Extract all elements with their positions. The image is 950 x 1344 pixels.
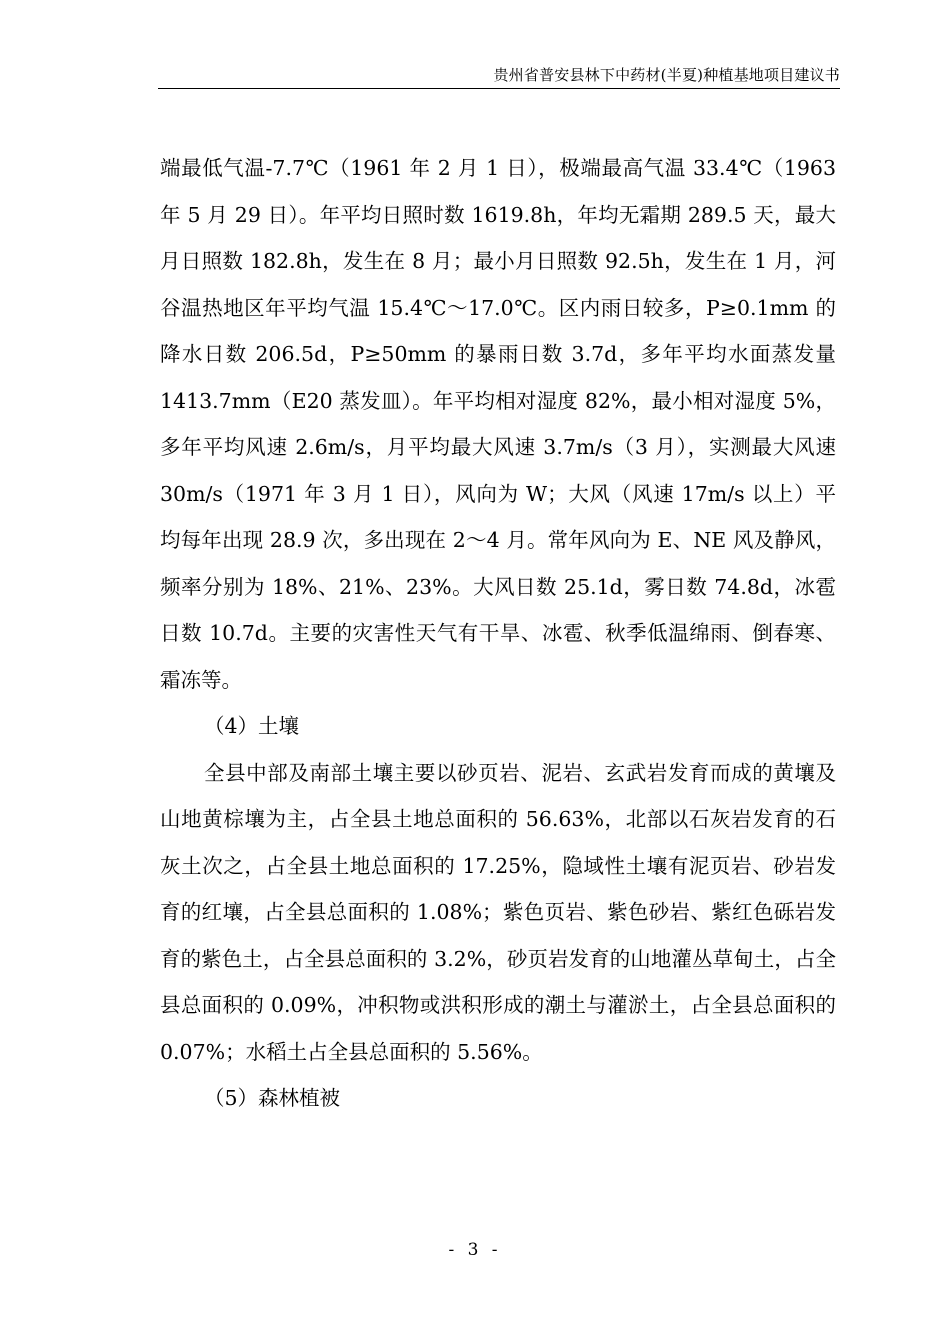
document-body [160,145,836,1122]
soil-paragraph: 全县中部及南部土壤主要以砂页岩、泥岩、玄武岩发育而成的黄壤及山地黄棕壤为主，占全县土地总面积的 56.63%，北部以石灰岩发育的石灰土次之，占全县土地总面积的 17.25%，隐域性土壤有泥页岩、砂岩发育的红壤，占全县总面积的 1.08%；紫色页岩、紫色砂岩、紫红色砾岩发育的紫色土，占全县总面积的 3.2%，砂页岩发育的山地灌丛草甸土，占全县总面积的 0.09%，冲积物或洪积形成的潮土与灌淤土，占全县总面积的 0.07%；水稻土占全县总面积的 5.56%。 [160,760,836,1064]
climate-paragraph: 端最低气温-7.7℃（1961 年 2 月 1 日），极端最高气温 33.4℃（1963 年 5 月 29 日）。年平均日照时数 1619.8h，年均无霜期 289.5 天，最大月日照数 182.8h，发生在 8 月；最小月日照数 92.5h，发生在 1 月，河谷温热地区年平均气温 15.4℃～17.0℃。区内雨日较多，P≥0.1mm 的降水日数 206.5d，P≥50mm 的暴雨日数 3.7d，多年平均水面蒸发量 1413.7mm（E20 蒸发皿）。年平均相对湿度 82%，最小相对湿度 5%，多年平均风速 2.6m/s，月平均最大风速 3.7m/s（3 月），实测最大风速 30m/s（1971 年 3 月 1 日），风向为 W；大风（风速 17m/s 以上）平均每年出现 28.9 次，多出现在 2～4 月。常年风向为 E、NE 风及静风，频率分别为 18%、21%、23%。大风日数 25.1d，雾日数 74.8d，冰雹日数 10.7d。主要的灾害性天气有干旱、冰雹、秋季低温绵雨、倒春寒、霜冻等。 [160,156,836,692]
section-heading-soil: （4）土壤 [204,714,300,738]
page-number: - 3 - [448,1240,502,1260]
section-heading-forest: （5）森林植被 [204,1086,341,1110]
page-header [158,64,840,89]
header-title: 贵州省普安县林下中药材(半夏)种植基地项目建议书 [493,66,840,84]
